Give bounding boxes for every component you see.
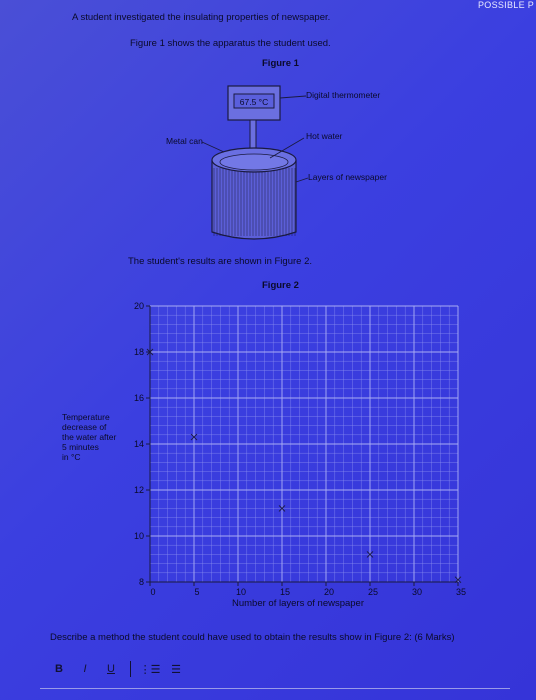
y-axis-label-line-1: Temperature [62,412,110,422]
question-text: Describe a method the student could have used to obtain the results show in Figure 2: (6 Marks) [50,632,455,643]
numbered-list-icon[interactable]: ☰ [171,663,181,676]
italic-icon[interactable]: I [83,663,87,675]
figure1-title: Figure 1 [262,58,299,69]
y-tick-label: 18 [133,347,144,357]
x-axis-label: Number of layers of newspaper [232,598,365,609]
intro-text: A student investigated the insulating properties of newspaper. [72,12,331,23]
results-caption: The student's results are shown in Figure 2. [128,256,312,267]
y-axis-label-line-4: 5 minutes [62,442,99,452]
editor-toolbar [48,658,187,680]
bulleted-list-icon[interactable]: ⋮☰ [139,663,161,676]
figure1-caption: Figure 1 shows the apparatus the student used. [130,38,331,49]
y-axis-label-line-2: decrease of [62,422,107,432]
label-hot-water: Hot water [306,131,343,141]
x-tick-label: 35 [455,587,467,597]
label-metal-can: Metal can [166,136,203,146]
bold-icon[interactable]: B [55,663,63,675]
x-tick-label: 0 [150,587,156,597]
answer-area-edge [40,688,510,689]
label-newspaper: Layers of newspaper [308,172,387,182]
x-tick-label: 5 [194,587,200,597]
label-thermometer: Digital thermometer [306,90,381,100]
x-tick-label: 25 [367,587,379,597]
chart-x-ticks [150,582,466,597]
y-axis-label-line-5: in °C [62,452,81,462]
thermometer-reading: 67.5 °C [239,97,269,107]
y-tick-label: 12 [133,485,144,495]
y-axis-label [62,412,134,462]
x-tick-label: 30 [411,587,423,597]
x-tick-label: 10 [235,587,247,597]
y-tick-label: 10 [133,531,144,541]
x-tick-label: 15 [279,587,291,597]
chart-y-ticks [134,301,150,587]
underline-icon[interactable]: U [107,663,115,675]
y-tick-label: 14 [133,439,144,449]
y-axis-label-line-3: the water after [62,432,117,442]
y-tick-label: 16 [133,393,144,403]
y-tick-label: 20 [133,301,144,311]
corner-label: POSSIBLE P [477,0,534,10]
y-tick-label: 8 [138,577,144,587]
chart-grid-major [150,306,458,582]
x-tick-label: 20 [323,587,335,597]
toolbar-divider [130,661,131,677]
figure2-title: Figure 2 [262,280,299,291]
